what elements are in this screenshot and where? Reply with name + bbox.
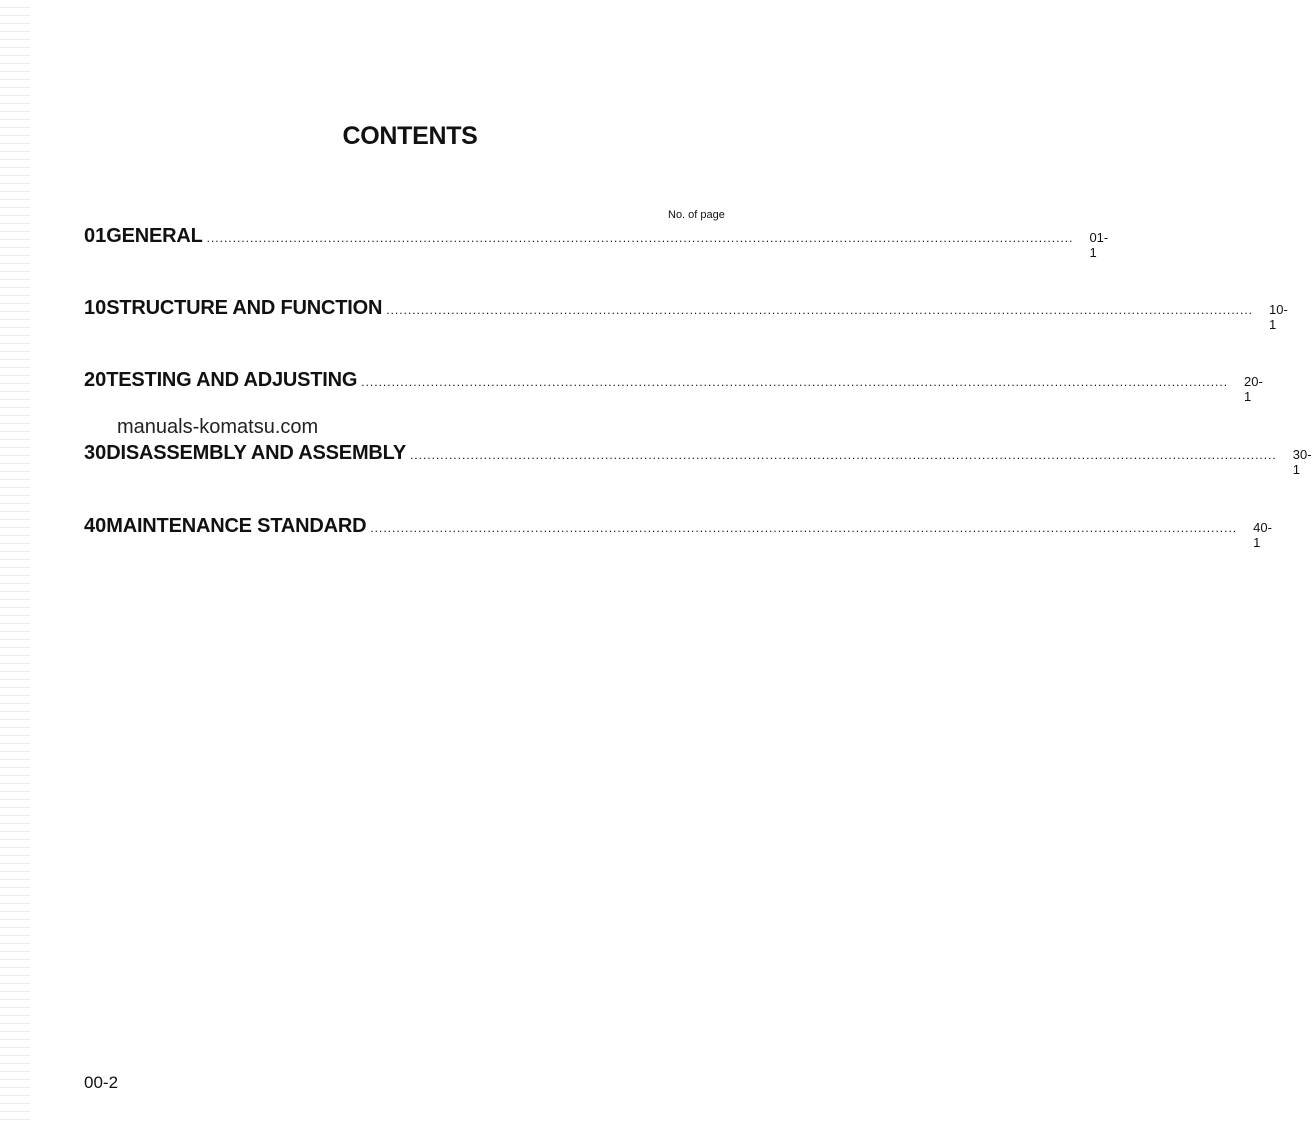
entry-label: MAINTENANCE STANDARD [106,515,367,537]
column-header: No. of page [668,209,725,221]
watermark: manuals-komatsu.com [117,416,319,438]
entry-number: 40 [84,515,107,537]
dot-leader: ........................................................................................................................................................................................................ [370,521,1238,535]
dot-leader: ........................................................................................................................................................................................................ [361,375,1229,389]
toc-entry[interactable] [84,369,1263,404]
dot-leader: ........................................................................................................................................................................................................ [206,231,1074,245]
entry-number: 30 [84,442,107,464]
entry-number: 20 [84,369,107,391]
dot-leader: ........................................................................................................................................................................................................ [386,303,1253,317]
toc-entry[interactable] [84,225,1109,260]
toc-entry[interactable] [84,442,1312,477]
entry-label: STRUCTURE AND FUNCTION [106,297,383,319]
toc-entry[interactable] [84,297,1288,332]
entry-number: 10 [84,297,107,319]
entry-page: 10-1 [1269,302,1288,332]
entry-number: 01 [84,225,107,247]
page-title: CONTENTS [342,122,478,150]
entry-page: 20-1 [1244,374,1263,404]
entry-page: 40-1 [1253,520,1272,550]
dot-leader: ........................................................................................................................................................................................................ [409,448,1277,462]
entry-label: TESTING AND ADJUSTING [106,369,358,391]
footer-page-number: 00-2 [84,1073,119,1092]
entry-label: DISASSEMBLY AND ASSEMBLY [106,442,406,464]
entry-label: GENERAL [106,225,203,247]
entry-page: 30-1 [1292,447,1312,477]
toc-entry[interactable] [84,515,1272,550]
entry-page: 01-1 [1089,230,1109,260]
scan-edge-noise [0,0,30,1123]
